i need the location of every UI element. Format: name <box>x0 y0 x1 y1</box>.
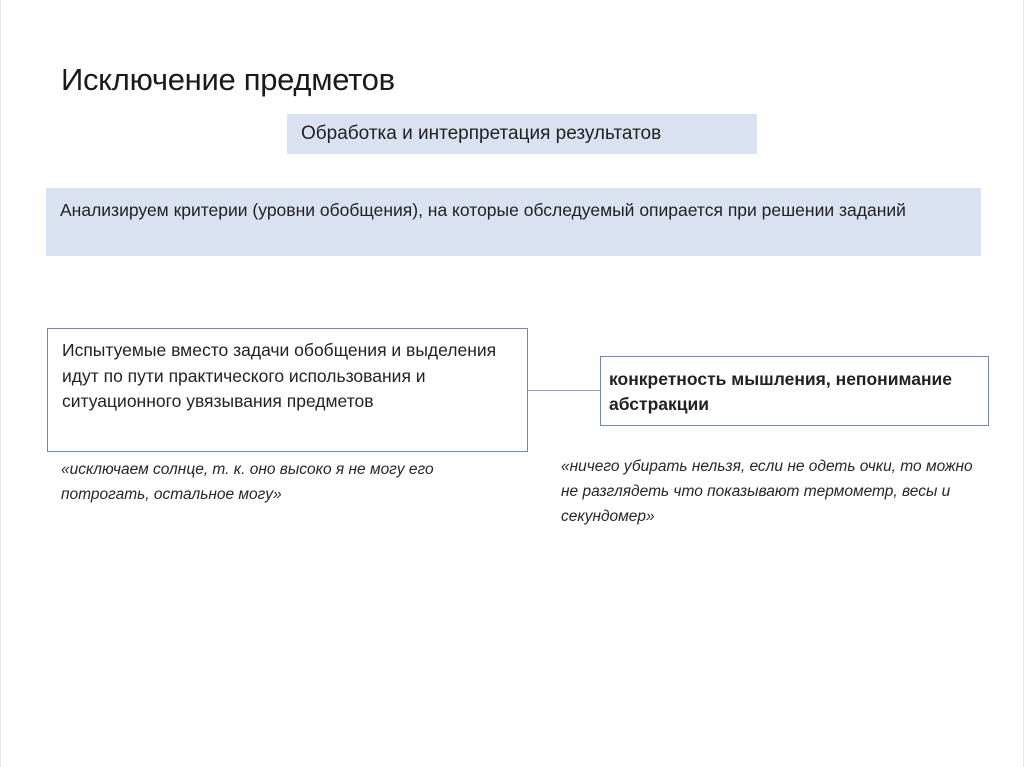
observation-box: Испытуемые вместо задачи обобщения и выделения идут по пути практического использования и ситуационного увязывания предметов <box>47 328 528 452</box>
connector-line <box>528 390 600 391</box>
subtitle-box: Обработка и интерпретация результатов <box>287 114 757 154</box>
criteria-box: Анализируем критерии (уровни обобщения), на которые обследуемый опирается при решении заданий <box>46 188 981 256</box>
example-quote-left: «исключаем солнце, т. к. оно высоко я не могу его потрогать, остальное могу» <box>61 461 434 503</box>
slide-title: Исключение предметов <box>61 62 395 97</box>
conclusion-box: конкретность мышления, непонимание абстракции <box>600 356 989 426</box>
example-quote-right: «ничего убирать нельзя, если не одеть очки, то можно не разглядеть что показывают термометр, весы и секундомер» <box>561 458 973 525</box>
